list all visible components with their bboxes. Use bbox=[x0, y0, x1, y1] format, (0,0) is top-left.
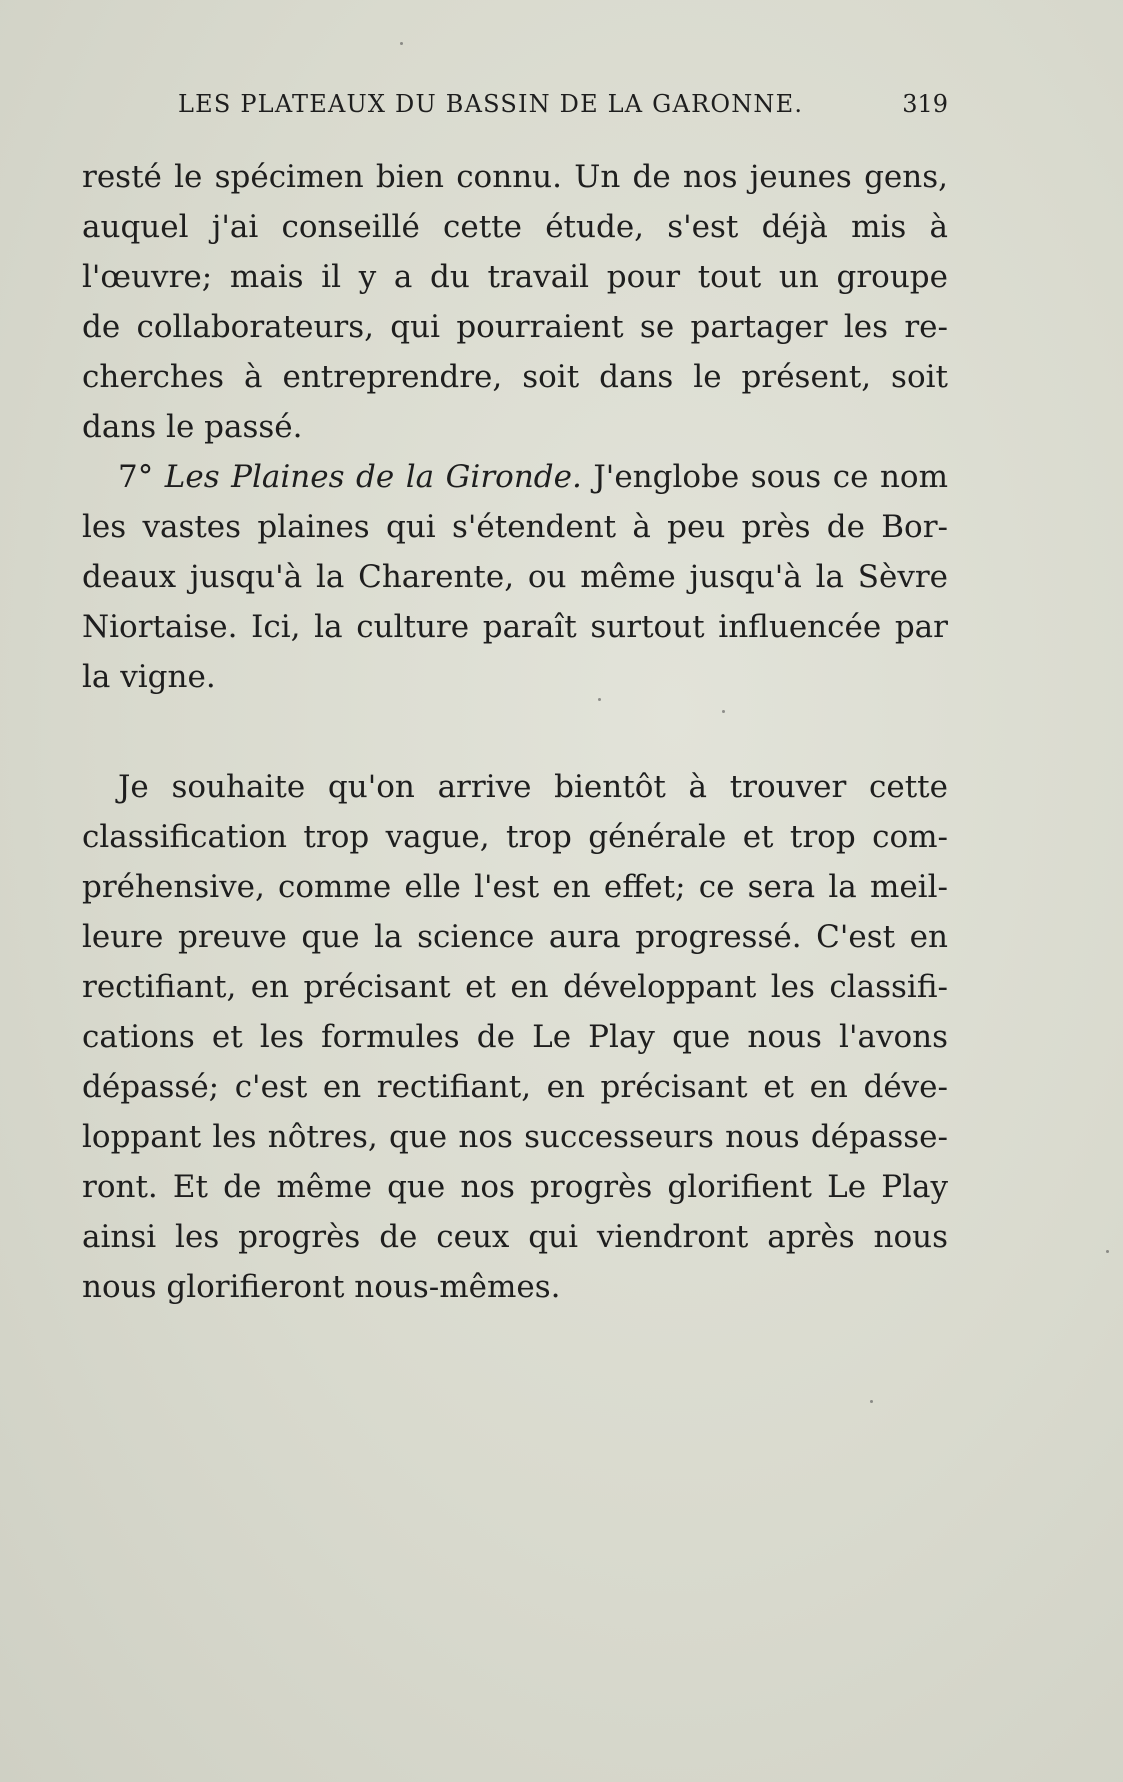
text-line: classification trop vague, trop générale et trop com- bbox=[82, 819, 948, 855]
section-title: Les Plaines de la Gironde. bbox=[164, 459, 582, 495]
text-line: dépassé; c'est en rectifiant, en précisant et en déve- bbox=[82, 1069, 948, 1105]
text-line: ainsi les progrès de ceux qui viendront après nous bbox=[82, 1219, 948, 1255]
text-line: les vastes plaines qui s'étendent à peu près de Bor- bbox=[82, 509, 948, 545]
text-line: auquel j'ai conseillé cette étude, s'est déjà mis à bbox=[82, 209, 948, 245]
paper-speck bbox=[870, 1400, 873, 1403]
paper-speck bbox=[400, 42, 403, 45]
section-heading-line bbox=[82, 452, 948, 502]
text-line: deaux jusqu'à la Charente, ou même jusqu'à la Sèvre bbox=[82, 559, 948, 595]
text-line: Niortaise. Ici, la culture paraît surtout influencée par bbox=[82, 609, 948, 645]
page-number: 319 bbox=[902, 90, 948, 118]
paragraph-2 bbox=[82, 452, 948, 702]
text-line: la vigne. bbox=[82, 659, 216, 695]
paragraph-1 bbox=[82, 152, 948, 452]
text-line: cherches à entreprendre, soit dans le présent, soit bbox=[82, 359, 948, 395]
text-line: rectifiant, en précisant et en développant les classifi- bbox=[82, 969, 948, 1005]
text-line: leure preuve que la science aura progressé. C'est en bbox=[82, 919, 948, 955]
text-line: Je souhaite qu'on arrive bientôt à trouver cette bbox=[118, 769, 948, 805]
text-line: préhensive, comme elle l'est en effet; ce sera la meil- bbox=[82, 869, 948, 905]
running-title: LES PLATEAUX DU BASSIN DE LA GARONNE. bbox=[178, 90, 804, 118]
section-lead-text: J'englobe sous ce nom bbox=[593, 459, 948, 495]
text-line: dans le passé. bbox=[82, 409, 303, 445]
paper-speck bbox=[1106, 1250, 1109, 1253]
section-number: 7° bbox=[118, 459, 154, 495]
paper-speck bbox=[722, 710, 725, 713]
text-line: loppant les nôtres, que nos successeurs nous dépasse- bbox=[82, 1119, 948, 1155]
text-line: ront. Et de même que nos progrès glorifient Le Play bbox=[82, 1169, 948, 1205]
text-line: l'œuvre; mais il y a du travail pour tout un groupe bbox=[82, 259, 948, 295]
text-line: cations et les formules de Le Play que nous l'avons bbox=[82, 1019, 948, 1055]
text-line: nous glorifieront nous-mêmes. bbox=[82, 1269, 561, 1305]
running-head bbox=[82, 90, 948, 126]
paragraph-3 bbox=[82, 762, 948, 1312]
text-line: de collaborateurs, qui pourraient se partager les re- bbox=[82, 309, 948, 345]
paper-speck bbox=[598, 698, 601, 701]
text-line: resté le spécimen bien connu. Un de nos jeunes gens, bbox=[82, 159, 948, 195]
